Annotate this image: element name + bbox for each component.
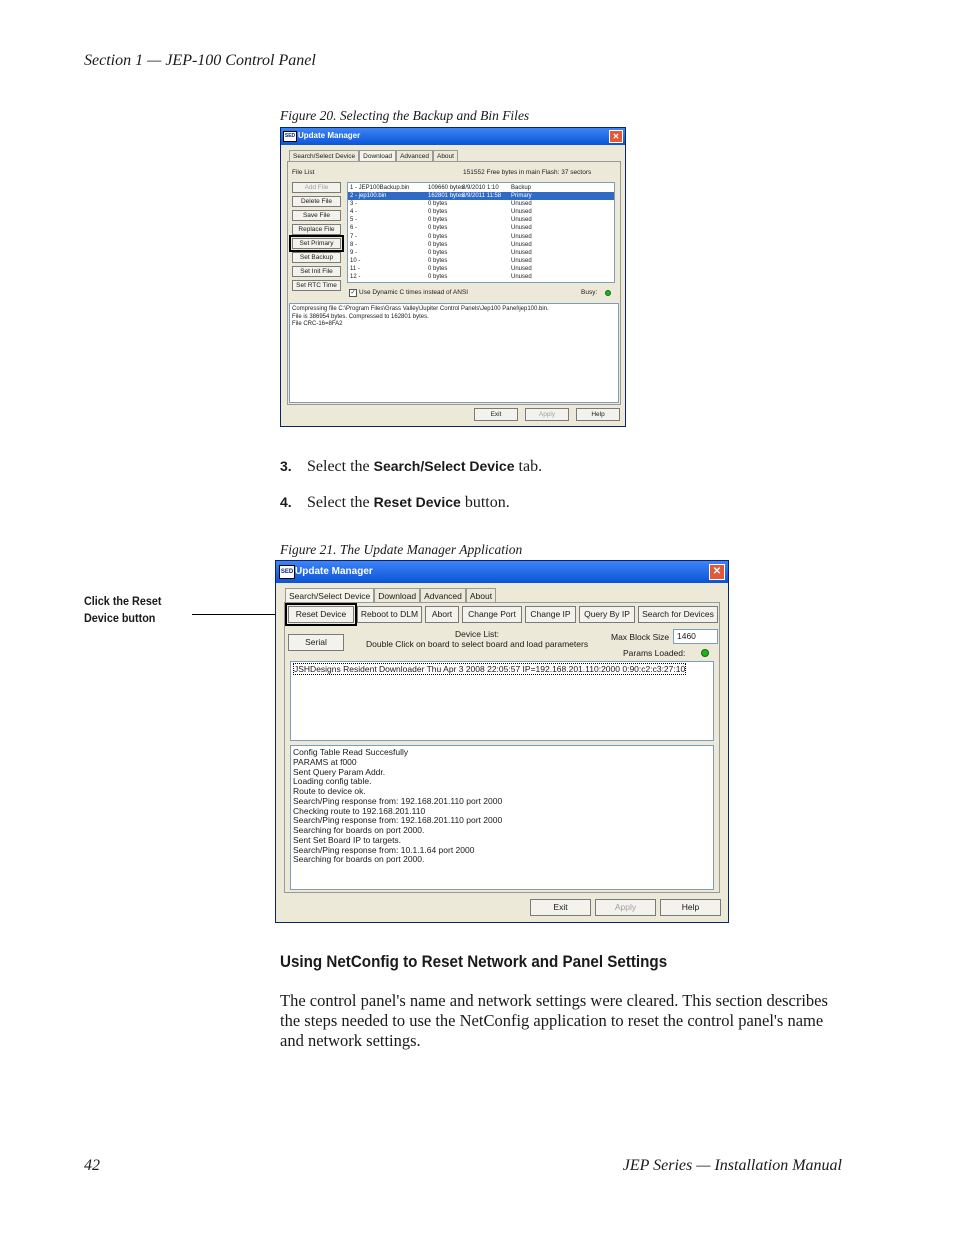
file-list-row[interactable] <box>348 273 614 281</box>
file-type: Primary <box>511 193 532 200</box>
figure-21-caption: Figure 21. The Update Manager Application <box>280 542 523 557</box>
log-line: Search/Ping response from: 192.168.201.110 port 2000 <box>293 795 503 806</box>
file-name: 7 - <box>350 233 358 240</box>
max-block-size-input[interactable]: 1460 <box>673 629 718 644</box>
file-bytes: 0 bytes <box>428 209 448 216</box>
log-line: Compressing file C:\Program Files\Grass Valley\Jupiter Control Panels\Jep100 Panel\jep100.bin. <box>292 306 549 312</box>
file-type: Unused <box>511 201 532 208</box>
query-by-ip-button[interactable]: Query By IP <box>579 606 635 623</box>
log-line: Checking route to 192.168.201.110 <box>293 805 426 816</box>
tab-download[interactable]: Download <box>359 150 396 162</box>
tab-download[interactable]: Download <box>374 588 420 603</box>
status-log[interactable] <box>290 745 714 890</box>
file-type: Unused <box>511 233 532 240</box>
file-type: Unused <box>511 241 532 248</box>
tab-search-select-device[interactable]: Search/Select Device <box>285 588 374 603</box>
exit-button[interactable]: Exit <box>474 408 518 421</box>
file-date: 8/9/2011 11:58 <box>462 193 502 200</box>
app-logo-icon: SED <box>279 565 295 579</box>
log-line: Searching for boards on port 2000. <box>293 854 425 865</box>
device-list-row[interactable]: JSHDesigns Resident Downloader Thu Apr 3 2008 22:05:57 IP=192.168.201.110:2000 0:90:c2:c3:27:10 <box>294 664 686 674</box>
file-bytes: 0 bytes <box>428 217 448 224</box>
file-list-label: File List <box>292 169 315 176</box>
file-bytes: 0 bytes <box>428 249 448 256</box>
file-list-row[interactable] <box>348 200 614 208</box>
callout-leader-line <box>192 614 285 615</box>
file-bytes: 109660 bytes <box>428 185 465 191</box>
log-line: File is 386954 bytes. Compressed to 162801 bytes. <box>292 313 429 320</box>
page-header: Section 1 — JEP-100 Control Panel <box>84 52 316 69</box>
set-backup-button[interactable]: Set Backup <box>292 252 341 263</box>
dynamic-c-checkbox-label: Use Dynamic C times instead of ANSI <box>359 289 469 296</box>
file-name: 4 - <box>350 209 358 216</box>
reboot-to-dlm-button[interactable]: Reboot to DLM <box>357 606 422 623</box>
search-for-devices-button[interactable]: Search for Devices <box>638 606 718 623</box>
file-list-row[interactable] <box>348 265 614 273</box>
tab-search-select-device[interactable]: Search/Select Device <box>289 150 359 162</box>
tab-advanced[interactable]: Advanced <box>396 150 433 162</box>
figure-20-caption: Figure 20. Selecting the Backup and Bin Files <box>280 108 530 123</box>
device-list-hint: Double Click on board to select board and load parameters <box>366 639 589 649</box>
tab-about[interactable]: About <box>433 150 458 162</box>
params-loaded-indicator-icon <box>701 649 709 657</box>
file-name: 6 - <box>350 225 358 232</box>
log-line: Sent Query Param Addr. <box>293 766 386 777</box>
file-list-row[interactable] <box>348 184 614 192</box>
file-name: 1 - JEP100Backup.bin <box>350 185 410 191</box>
step-text: Select the <box>307 458 374 475</box>
serial-button[interactable]: Serial <box>288 634 344 651</box>
device-list-label: Device List: <box>455 629 499 639</box>
busy-indicator-icon <box>605 290 611 296</box>
save-file-button[interactable]: Save File <box>292 210 341 221</box>
step-text-end: tab. <box>514 458 543 475</box>
tab-advanced[interactable]: Advanced <box>420 588 466 603</box>
download-log[interactable] <box>289 303 619 403</box>
file-bytes: 0 bytes <box>428 265 448 272</box>
log-line: Searching for boards on port 2000. <box>293 825 425 835</box>
abort-button[interactable]: Abort <box>425 606 459 623</box>
change-port-button[interactable]: Change Port <box>462 606 522 623</box>
reset-device-callout <box>84 593 161 627</box>
file-name: 3 - <box>350 201 358 208</box>
log-line: Route to device ok. <box>293 786 366 796</box>
file-list-row[interactable] <box>348 241 614 249</box>
params-loaded-label: Params Loaded: <box>623 648 686 658</box>
file-type: Unused <box>511 225 532 232</box>
log-line: PARAMS at f000 <box>293 756 357 767</box>
window-title: Update Manager <box>298 131 361 140</box>
figure-21-update-manager-window <box>275 560 729 923</box>
tab-about[interactable]: About <box>466 588 496 603</box>
app-logo-icon: SED <box>283 131 297 142</box>
step-text: Select the <box>307 494 374 511</box>
set-primary-button[interactable]: Set Primary <box>292 238 341 249</box>
change-ip-button[interactable]: Change IP <box>525 606 576 623</box>
file-list-row[interactable] <box>348 249 614 257</box>
log-line: Loading config table. <box>293 776 372 787</box>
step-number: 3. <box>280 458 292 474</box>
help-button[interactable]: Help <box>576 408 620 421</box>
file-name: 11 - <box>350 265 360 272</box>
file-list-row[interactable] <box>348 233 614 241</box>
step-3 <box>280 458 542 476</box>
tab-bar <box>285 588 496 603</box>
file-list-row[interactable] <box>348 224 614 232</box>
file-bytes: 0 bytes <box>428 257 448 264</box>
file-name: 8 - <box>350 241 358 248</box>
file-list-row[interactable] <box>348 216 614 224</box>
step-number: 4. <box>280 494 292 510</box>
file-bytes: 0 bytes <box>428 225 448 232</box>
title-bar <box>276 561 728 583</box>
apply-button[interactable]: Apply <box>525 408 569 421</box>
exit-button[interactable]: Exit <box>530 899 591 916</box>
reset-device-button[interactable]: Reset Device <box>288 606 354 623</box>
step-4 <box>280 494 510 512</box>
log-line: Search/Ping response from: 10.1.1.64 port 2000 <box>293 844 475 855</box>
file-name: 2 - jep100.bin <box>350 193 387 200</box>
file-list-row[interactable] <box>348 208 614 216</box>
page-number: 42 <box>84 1157 100 1174</box>
file-list-row[interactable] <box>348 192 614 200</box>
help-button[interactable]: Help <box>660 899 721 916</box>
check-icon[interactable]: ✓ <box>350 290 356 296</box>
log-line: Config Table Read Succesfully <box>293 747 409 757</box>
file-name: 12 - <box>350 274 361 281</box>
file-name: 10 - <box>350 257 361 264</box>
log-line: Sent Set Board IP to targets. <box>293 834 402 845</box>
set-rtc-time-button[interactable]: Set RTC Time <box>292 280 341 291</box>
section-paragraph: The control panel's name and network settings were cleared. This section describes the steps needed to use the NetConfig application to reset the control panel's name and network settings. <box>280 991 828 1050</box>
add-file-button[interactable]: Add File <box>292 182 341 193</box>
file-list[interactable] <box>347 182 615 283</box>
delete-file-button[interactable]: Delete File <box>292 196 341 207</box>
file-name: 5 - <box>350 217 358 224</box>
step-ui-label: Reset Device <box>373 494 461 510</box>
callout-line-2: Device button <box>84 611 156 625</box>
file-type: Unused <box>511 217 532 224</box>
step-ui-label: Search/Select Device <box>373 458 515 474</box>
file-bytes: 0 bytes <box>428 201 448 208</box>
apply-button[interactable]: Apply <box>595 899 656 916</box>
title-bar <box>281 128 625 145</box>
busy-label: Busy: <box>581 289 598 296</box>
callout-line-1: Click the Reset <box>84 594 162 608</box>
log-line: File CRC-16=8FA2 <box>292 321 343 327</box>
log-line: Search/Ping response from: 192.168.201.110 port 2000 <box>293 815 503 826</box>
file-type: Unused <box>511 265 532 272</box>
window-title: Update Manager <box>295 566 373 577</box>
device-list[interactable] <box>290 661 714 741</box>
max-block-size-label: Max Block Size <box>611 632 670 642</box>
file-type: Unused <box>511 209 532 216</box>
section-heading: Using NetConfig to Reset Network and Panel Settings <box>280 953 668 971</box>
file-type: Backup <box>511 185 532 191</box>
file-bytes: 0 bytes <box>428 233 448 240</box>
file-type: Unused <box>511 274 532 281</box>
flash-info: 151552 Free bytes in main Flash: 37 sectors <box>463 169 592 176</box>
footer-title: JEP Series — Installation Manual <box>622 1157 842 1174</box>
file-date: 8/9/2010 1:10 <box>462 185 499 191</box>
close-icon[interactable]: ✕ <box>609 130 623 143</box>
file-bytes: 0 bytes <box>428 241 448 248</box>
replace-file-button[interactable]: Replace File <box>292 224 341 235</box>
file-bytes: 162801 bytes <box>428 193 465 200</box>
set-init-file-button[interactable]: Set Init File <box>292 266 341 277</box>
file-name: 9 - <box>350 249 358 256</box>
step-text-end: button. <box>460 494 510 511</box>
file-type: Unused <box>511 249 532 256</box>
figure-20-update-manager-window <box>280 127 626 427</box>
close-icon[interactable]: ✕ <box>709 564 725 580</box>
file-bytes: 0 bytes <box>428 274 448 281</box>
file-type: Unused <box>511 257 532 264</box>
file-list-row[interactable] <box>348 257 614 265</box>
